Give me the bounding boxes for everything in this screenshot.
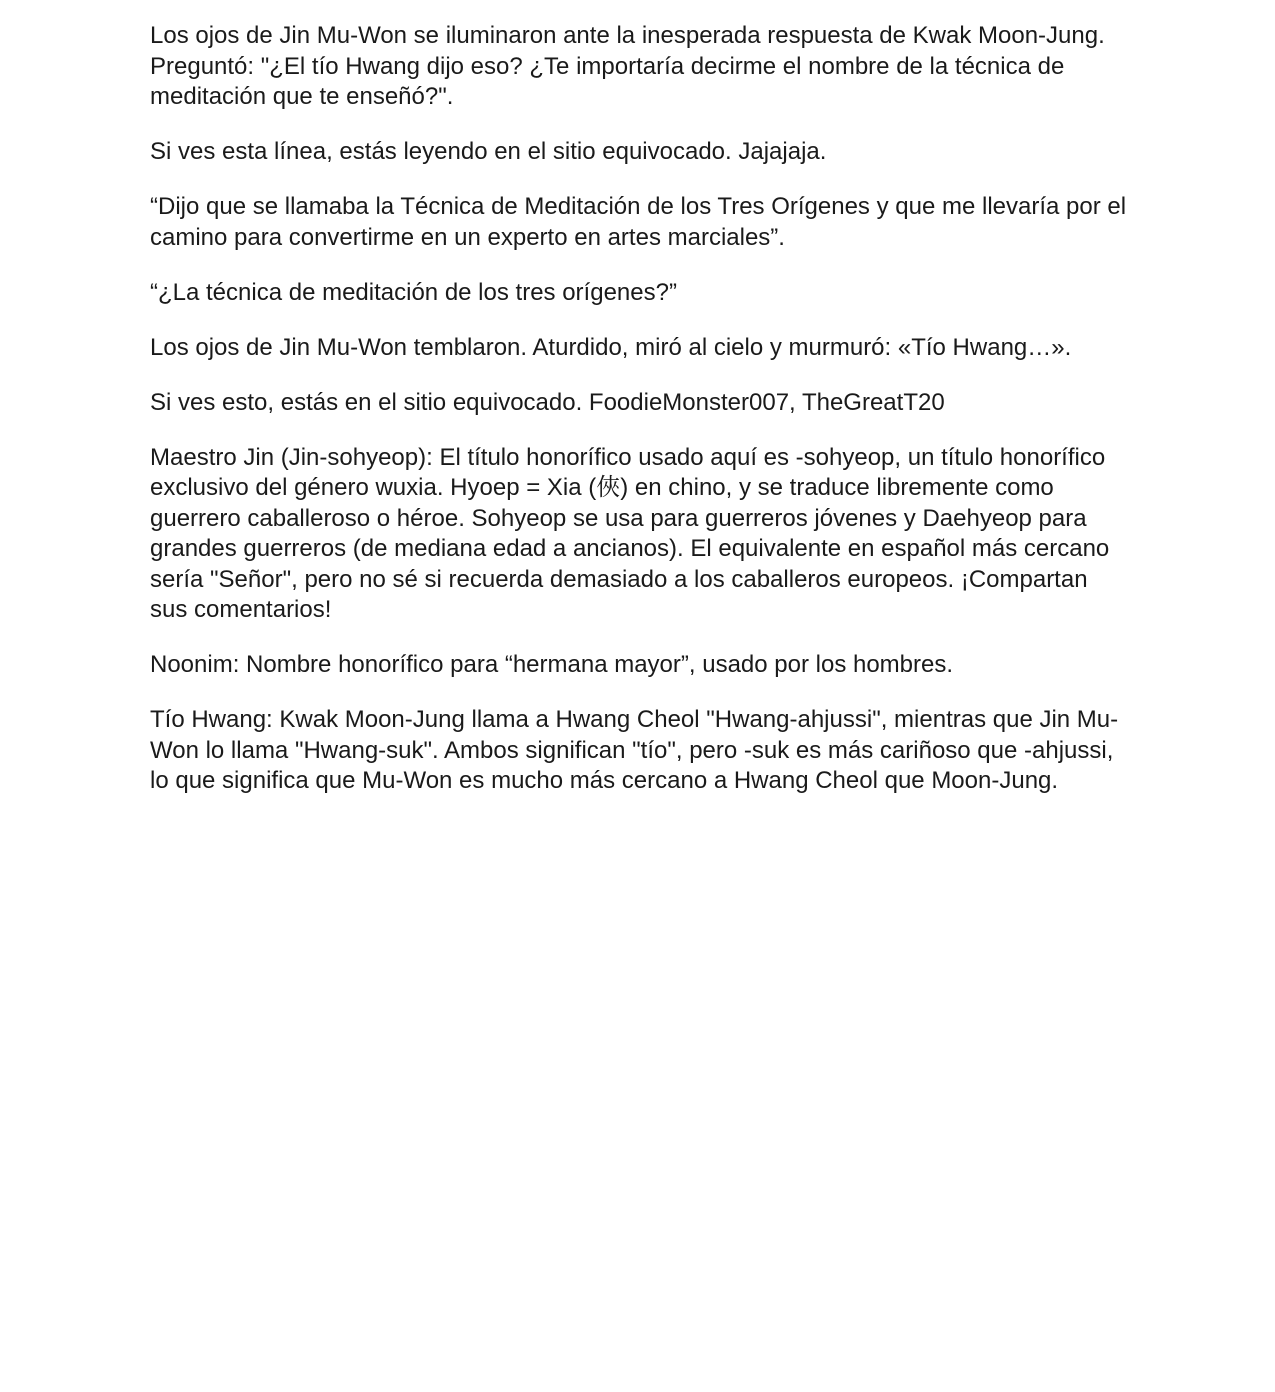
paragraph-5: Los ojos de Jin Mu-Won temblaron. Aturdido, miró al cielo y murmuró: «Tío Hwang…». bbox=[150, 333, 1072, 361]
paragraph-7: Maestro Jin (Jin-sohyeop): El título honorífico usado aquí es -sohyeop, un título honorífico exclusivo del género wuxia. Hyoep = Xia (俠) en chino, y se traduce libremente como guerrero caballeroso o héroe. Sohyeop se usa para guerreros jóvenes y Daehyeop para grandes guerreros (de mediana edad a ancianos). El equivalente en español más cercano sería "Señor", pero no sé si recuerda demasiado a los caballeros europeos. ¡Compartan sus comentarios! bbox=[150, 443, 1110, 623]
paragraph-8: Noonim: Nombre honorífico para “hermana mayor”, usado por los hombres. bbox=[150, 651, 954, 678]
paragraph-2: Si ves esta línea, estás leyendo en el sitio equivocado. Jajajaja. bbox=[150, 138, 827, 165]
paragraph-3: “Dijo que se llamaba la Técnica de Meditación de los Tres Orígenes y que me llevaría por el camino para convertirme en un experto en artes marciales”. bbox=[150, 193, 1127, 251]
paragraph-1: Los ojos de Jin Mu-Won se iluminaron ante la inesperada respuesta de Kwak Moon-Jung. Preguntó: "¿El tío Hwang dijo eso? ¿Te importaría decirme el nombre de la técnica de meditación que te enseñó?". bbox=[150, 22, 1105, 110]
paragraph-6: Si ves esto, estás en el sitio equivocado. FoodieMonster007, TheGreatT20 bbox=[150, 388, 945, 416]
document-page bbox=[150, 21, 1130, 821]
paragraph-9: Tío Hwang: Kwak Moon-Jung llama a Hwang Cheol "Hwang-ahjussi", mientras que Jin Mu-Won lo llama "Hwang-suk". Ambos significan "tío", pero -suk es más cariñoso que -ahjussi, lo que significa que Mu-Won es mucho más cercano a Hwang Cheol que Moon-Jung. bbox=[150, 706, 1119, 794]
paragraph-4: “¿La técnica de meditación de los tres orígenes?” bbox=[150, 278, 677, 306]
